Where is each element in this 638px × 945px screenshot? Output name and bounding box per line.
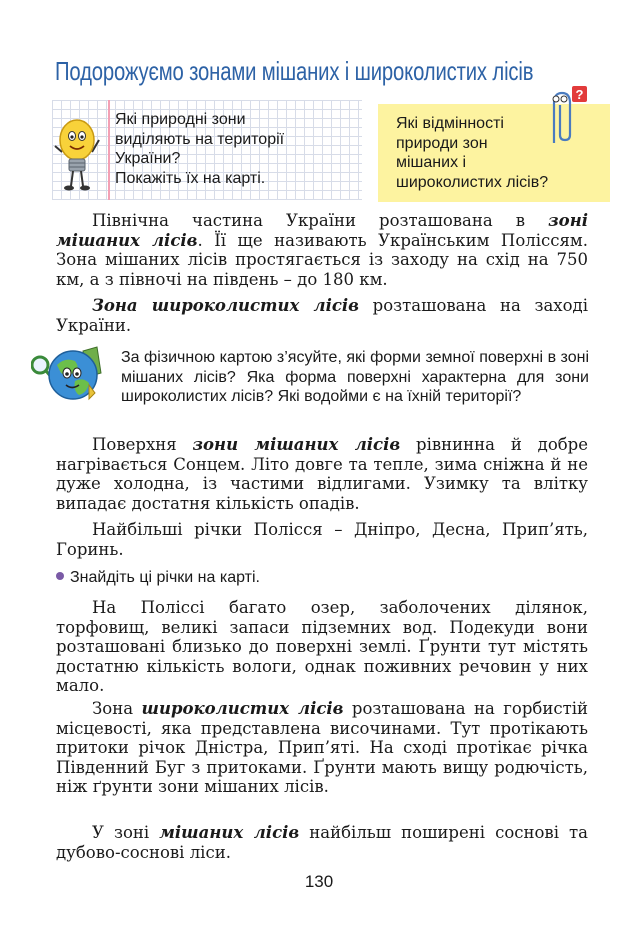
text-run: У зоні <box>92 823 160 842</box>
lightbulb-mascot-icon <box>52 110 102 200</box>
svg-text:?: ? <box>575 87 584 102</box>
text-run: розташована на заході України. <box>56 296 588 335</box>
paragraph-broadleaf-location <box>56 296 588 335</box>
text-run: розташована на горбистій місцевості, яка представлена височинами. Тут протікають притоки річок Дністра, Прип’яті. На сході протікає річка Південний Буг з притоками. Ґрунти мають вищу родючість, ніж ґрунти зони мішаних лісів. <box>56 699 588 797</box>
question-note-text <box>115 110 355 188</box>
comparison-line: мішаних і <box>396 154 467 171</box>
term-emphasis: зоні мішаних лісів <box>56 211 588 250</box>
term-emphasis: зони мішаних лісів <box>192 435 401 454</box>
paragraph-rivers <box>56 520 588 559</box>
question-line: Покажіть їх на карті. <box>115 169 266 187</box>
text-run: найбільш поширені соснові та дубово-соснові ліси. <box>56 823 588 862</box>
text-run: Поверхня <box>92 435 193 454</box>
comparison-line: широколистих лісів? <box>396 173 549 191</box>
rivers-task-text: Знайдіть ці річки на карті. <box>70 569 260 586</box>
question-line: Які природні зони <box>115 111 246 128</box>
term-emphasis: мішаних лісів <box>159 823 300 842</box>
paperclip-question-icon <box>544 85 590 145</box>
comparison-line: природи зон <box>396 134 488 152</box>
page-number: 130 <box>304 872 334 891</box>
paragraph-mixed-surface <box>56 435 588 513</box>
text-run: Найбільші річки Полісся – Дніпро, Десна, Прип’ять, Горинь. <box>56 520 588 559</box>
text-run: Північна частина України розташована в <box>92 211 549 230</box>
text-run: . Її ще називають Українським Поліссям. Зона мішаних лісів простягається із заходу на схід на 750 км, а з півночі на південь – до 180 км. <box>56 230 588 289</box>
text-run: Зона <box>92 699 142 718</box>
text-run: рівнинна й добре нагрівається Сонцем. Літо довге та тепле, зима сніжна й не дуже холодна, із частими відлигами. Узимку та влітку випадає достатня кількість опадів. <box>56 435 589 513</box>
paragraph-broadleaf-relief <box>56 699 588 797</box>
rivers-task <box>56 569 260 587</box>
paragraph-forest-types <box>56 823 588 862</box>
page-title: Подорожуємо зонами мішаних і широколистих лісів <box>55 56 534 86</box>
paragraph-polissia-water <box>56 598 588 696</box>
term-emphasis: широколистих лісів <box>141 699 344 718</box>
text-run: На Поліссі багато озер, заболочених ділянок, торфовищ, великі запаси підземних вод. Подекуди вони розташовані близько до поверхні землі. Ґрунти тут містять достатню кількість вологи, однак поживних речовин у них мало. <box>56 598 588 696</box>
term-emphasis: Зона широколистих лісів <box>92 296 359 315</box>
question-line: України? <box>115 150 181 167</box>
comparison-line: Які відмінності <box>396 115 504 132</box>
paragraph-intro <box>56 211 588 289</box>
map-task: За фізичною картою з’ясуйте, які форми земної поверхні в зоні мішаних лісів? Яка форма поверхні характерна для зони широколистих лісів? Які водойми є на їхній території? <box>121 349 589 405</box>
globe-mascot-icon <box>31 343 111 407</box>
bullet-icon <box>56 572 64 580</box>
question-line: виділяють на території <box>115 130 285 148</box>
margin-line <box>108 100 110 200</box>
